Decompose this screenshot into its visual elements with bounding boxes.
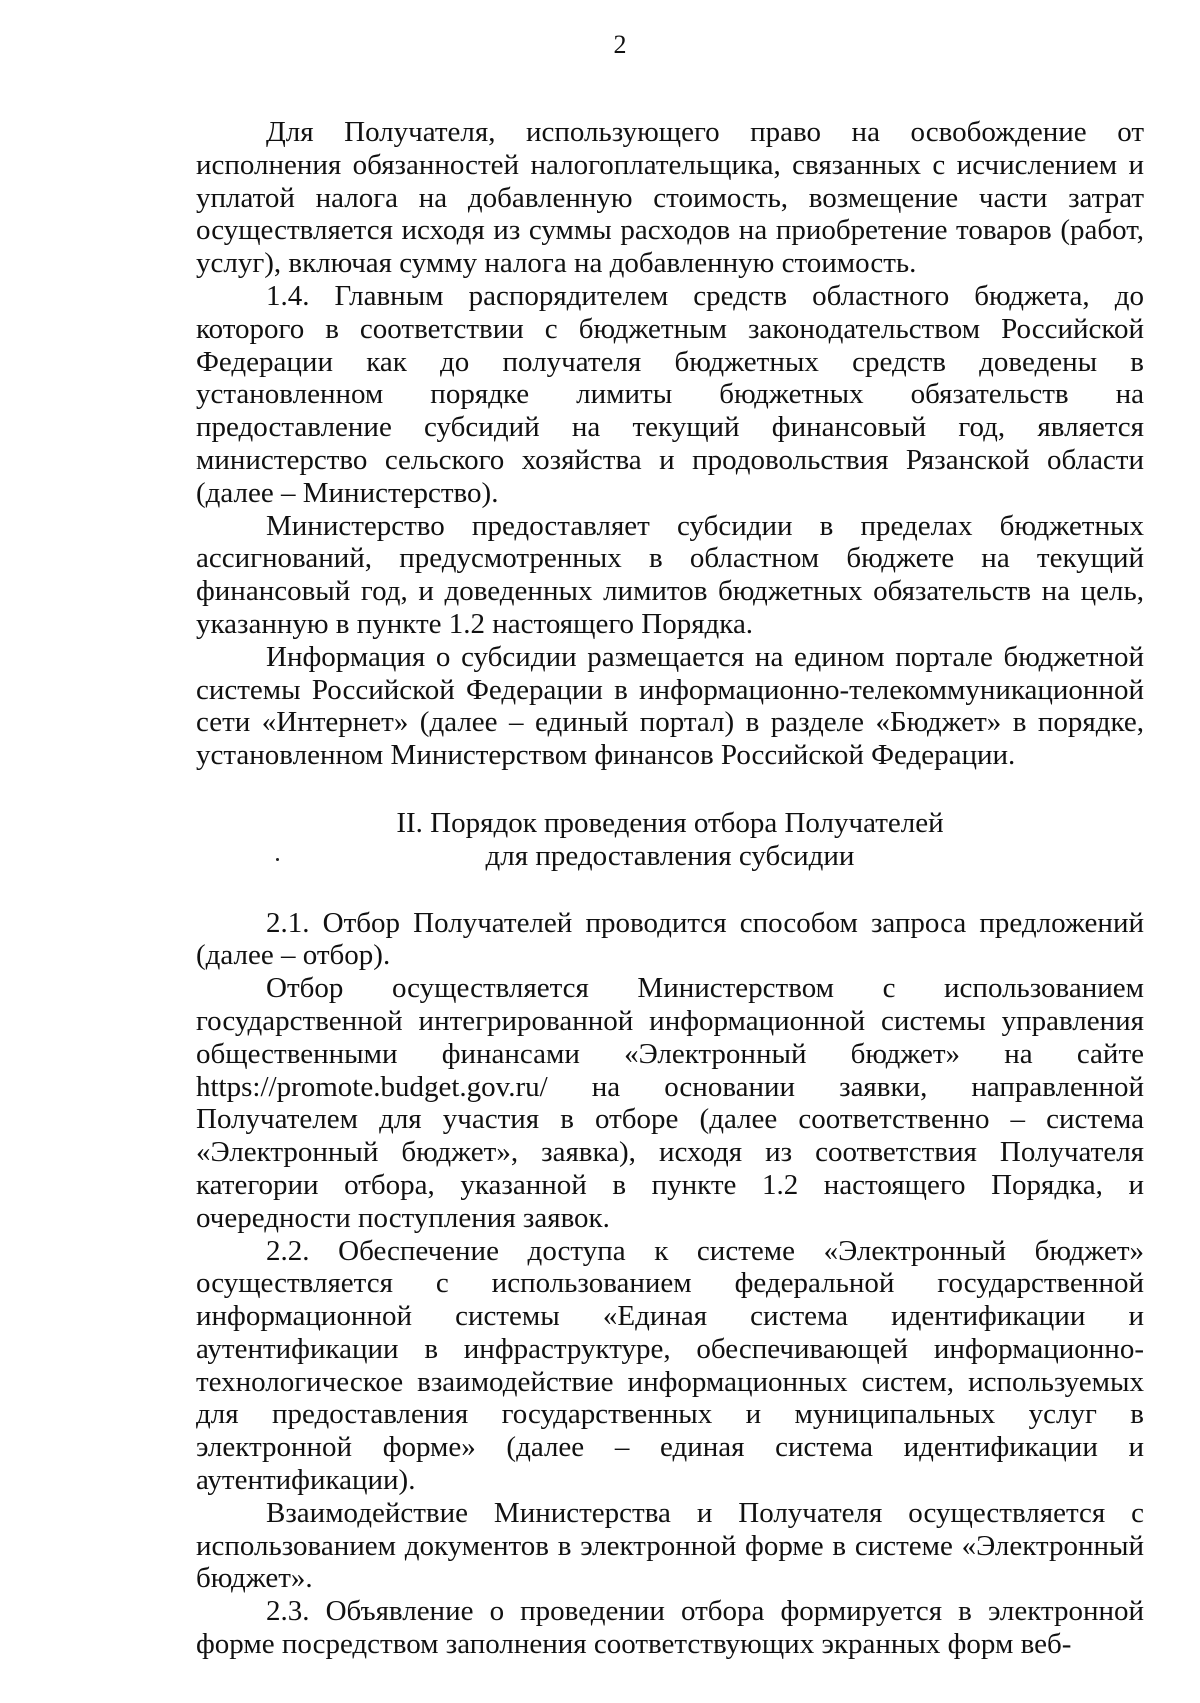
paragraph-subsidy-info: Информация о субсидии размещается на едином портале бюджетной системы Российской Федерации в информационно-телекоммуникационной сети «Интернет» (далее – единый портал) в разделе «Бюджет» в порядке, установленном Министерством финансов Российской Федерации. — [196, 640, 1144, 772]
paragraph-2-2: 2.2. Обеспечение доступа к системе «Электронный бюджет» осуществляется с использованием федеральной государственной информационной системы «Единая система идентификации и аутентификации в инфраструктуре, обеспечивающей информационно-технологическое взаимодействие информационных систем, используемых для предоставления государственных и муниципальных услуг в электронной форме» (далее – единая система идентификации и аутентификации). — [196, 1234, 1144, 1497]
paragraph-1-4: 1.4. Главным распорядителем средств областного бюджета, до которого в соответствии с бюджетным законодательством Российской Федерации как до получателя бюджетных средств доведены в установленном порядке лимиты бюджетных обязательств на предоставление субсидий на текущий финансовый год, является министерство сельского хозяйства и продовольствия Рязанской области (далее – Министерство). — [196, 279, 1144, 509]
paragraph-2-1: 2.1. Отбор Получателей проводится способом запроса предложений (далее – отбор). — [196, 906, 1144, 972]
section-title — [196, 807, 1144, 873]
section-title-line-2: для предоставления субсидии — [485, 839, 855, 872]
paragraph-interaction: Взаимодействие Министерства и Получателя осуществляется с использованием документов в электронной форме в системе «Электронный бюджет». — [196, 1496, 1144, 1595]
page-number: 2 — [613, 30, 627, 59]
paragraph-2-3: 2.3. Объявление о проведении отбора формируется в электронной форме посредством заполнения соответствующих экранных форм веб- — [196, 1595, 1144, 1661]
paragraph-selection-process: Отбор осуществляется Министерством с использованием государственной интегрированной информационной системы управления общественными финансами «Электронный бюджет» на сайте https://promote.budget.gov.ru/ на основании заявки, направленной Получателем для участия в отборе (далее соответственно – система «Электронный бюджет», заявка), исходя из соответствия Получателя категории отбора, указанной в пункте 1.2 настоящего Порядка, и очередности поступления заявок. — [196, 972, 1144, 1234]
paragraph-vat-exemption: Для Получателя, использующего право на освобождение от исполнения обязанностей налогоплательщика, связанных с исчислением и уплатой налога на добавленную стоимость, возмещение части затрат осуществляется исходя из суммы расходов на приобретение товаров (работ, услуг), включая сумму налога на добавленную стоимость. — [196, 116, 1144, 280]
paragraph-ministry-subsidies: Министерство предоставляет субсидии в пределах бюджетных ассигнований, предусмотренных в областном бюджете на текущий финансовый год, и доведенных лимитов бюджетных обязательств на цель, указанную в пункте 1.2 настоящего Порядка. — [196, 509, 1144, 640]
document-body — [196, 116, 1144, 1661]
scan-speck — [276, 858, 279, 861]
section-title-line-1: II. Порядок проведения отбора Получателей — [396, 806, 944, 839]
